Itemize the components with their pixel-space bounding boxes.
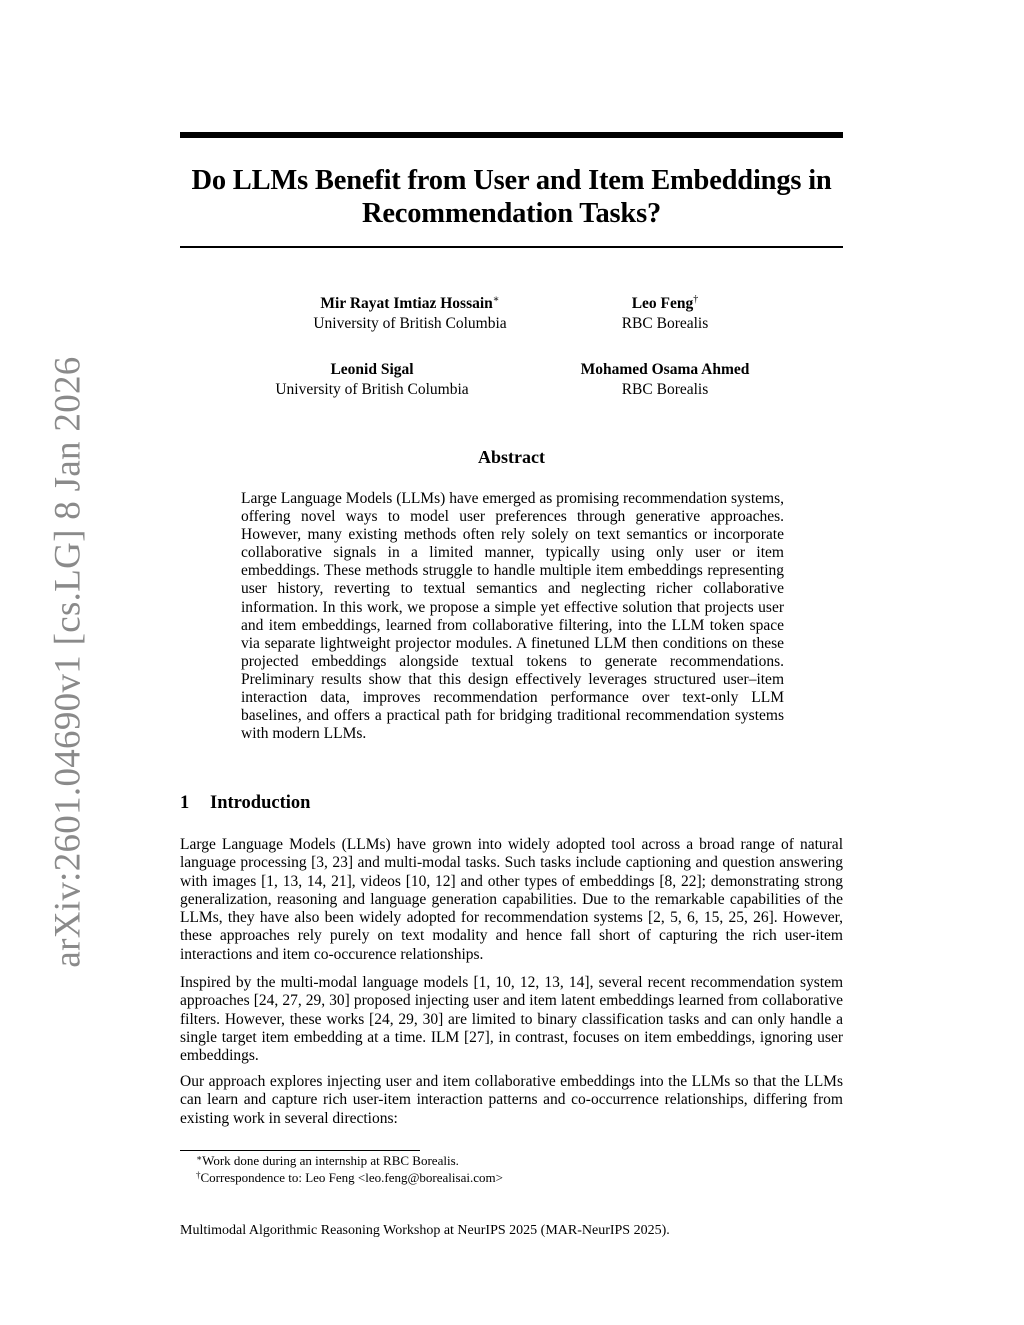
author-name: Mohamed Osama Ahmed	[580, 361, 750, 378]
author-name: Leonid Sigal	[330, 361, 414, 378]
title-rule-top	[180, 132, 843, 138]
footnote-text: Work done during an internship at RBC Borealis.	[202, 1153, 459, 1168]
author-affiliation: RBC Borealis	[621, 381, 709, 398]
footnote-mark: ∗	[196, 1153, 203, 1163]
footnote-rule	[180, 1150, 420, 1151]
abstract-text: Large Language Models (LLMs) have emerged as promising recommendation systems, offering novel ways to model user preferences through generative approaches. However, many existing methods often rely solely on text semantics or incorporate collaborative signals in a limited manner, typically using only user or item embeddings. These methods struggle to handle multiple item embeddings representing user history, reverting to textual semantics and neglecting richer collaborative information. In this work, we propose a simple yet effective solution that projects user and item embeddings, learned from collaborative filtering, into the LLM token space via separate lightweight projector modules. A finetuned LLM then conditions on these projected embeddings alongside textual tokens to generate recommendations. Preliminary results show that this design effectively leverages structured user–item interaction data, improves recommendation performance over text-only LLM baselines, and offers a practical path for bridging traditional recommendation systems with modern LLMs.	[241, 490, 784, 743]
author-block	[260, 294, 560, 334]
body-paragraph: Our approach explores injecting user and item collaborative embeddings into the LLMs so that the LLMs can learn and capture rich user-item interaction patterns and co-occurrence relationships, differing from existing work in several directions:	[180, 1073, 843, 1127]
abstract-heading: Abstract	[478, 447, 545, 467]
author-block	[565, 294, 765, 334]
author-block	[222, 360, 522, 400]
author-mark: ∗	[492, 294, 500, 305]
footnote	[196, 1153, 459, 1169]
arxiv-identifier: arXiv:2601.04690v1 [cs.LG] 8 Jan 2026	[47, 356, 89, 968]
title-rule-bottom	[180, 246, 843, 248]
section-title: Introduction	[210, 793, 311, 813]
section-number: 1	[180, 793, 190, 813]
body-paragraph: Large Language Models (LLMs) have grown into widely adopted tool across a broad range of natural language processing [3, 23] and multi-modal tasks. Such tasks include captioning and question answering with images [1, 13, 14, 21], videos [10, 12] and other types of embeddings [8, 22]; demonstrating strong generalization, reasoning and language generation capabilities. Due to the remarkable capabilities of the LLMs, they have also been widely adopted for recommendation systems [2, 5, 6, 15, 25, 26]. However, these approaches rely purely on text modality and hence fall short of capturing the rich user-item interactions and item co-occurence relationships.	[180, 836, 843, 963]
author-block	[545, 360, 785, 400]
author-name: Mir Rayat Imtiaz Hossain	[320, 295, 493, 312]
footnote-text: Correspondence to: Leo Feng <leo.feng@borealisai.com>	[200, 1170, 503, 1185]
footnote-mark: †	[196, 1170, 201, 1180]
paper-title: Do LLMs Benefit from User and Item Embeddings in Recommendation Tasks?	[191, 165, 832, 229]
venue-footer: Multimodal Algorithmic Reasoning Workshop at NeurIPS 2025 (MAR-NeurIPS 2025).	[180, 1223, 670, 1238]
section-heading	[180, 792, 310, 814]
footnote	[196, 1170, 503, 1186]
author-mark: †	[693, 294, 699, 305]
body-paragraph: Inspired by the multi-modal language models [1, 10, 12, 13, 14], several recent recommendation system approaches [24, 27, 29, 30] proposed injecting user and item latent embeddings learned from collaborative filters. However, these works [24, 29, 30] are limited to binary classification tasks and can only handle a single target item embedding at a time. ILM [27], in contrast, focuses on item embeddings, ignoring user embeddings.	[180, 974, 843, 1065]
author-affiliation: University of British Columbia	[275, 381, 469, 398]
author-name: Leo Feng	[631, 295, 694, 312]
author-affiliation: RBC Borealis	[621, 315, 709, 332]
author-affiliation: University of British Columbia	[313, 315, 507, 332]
